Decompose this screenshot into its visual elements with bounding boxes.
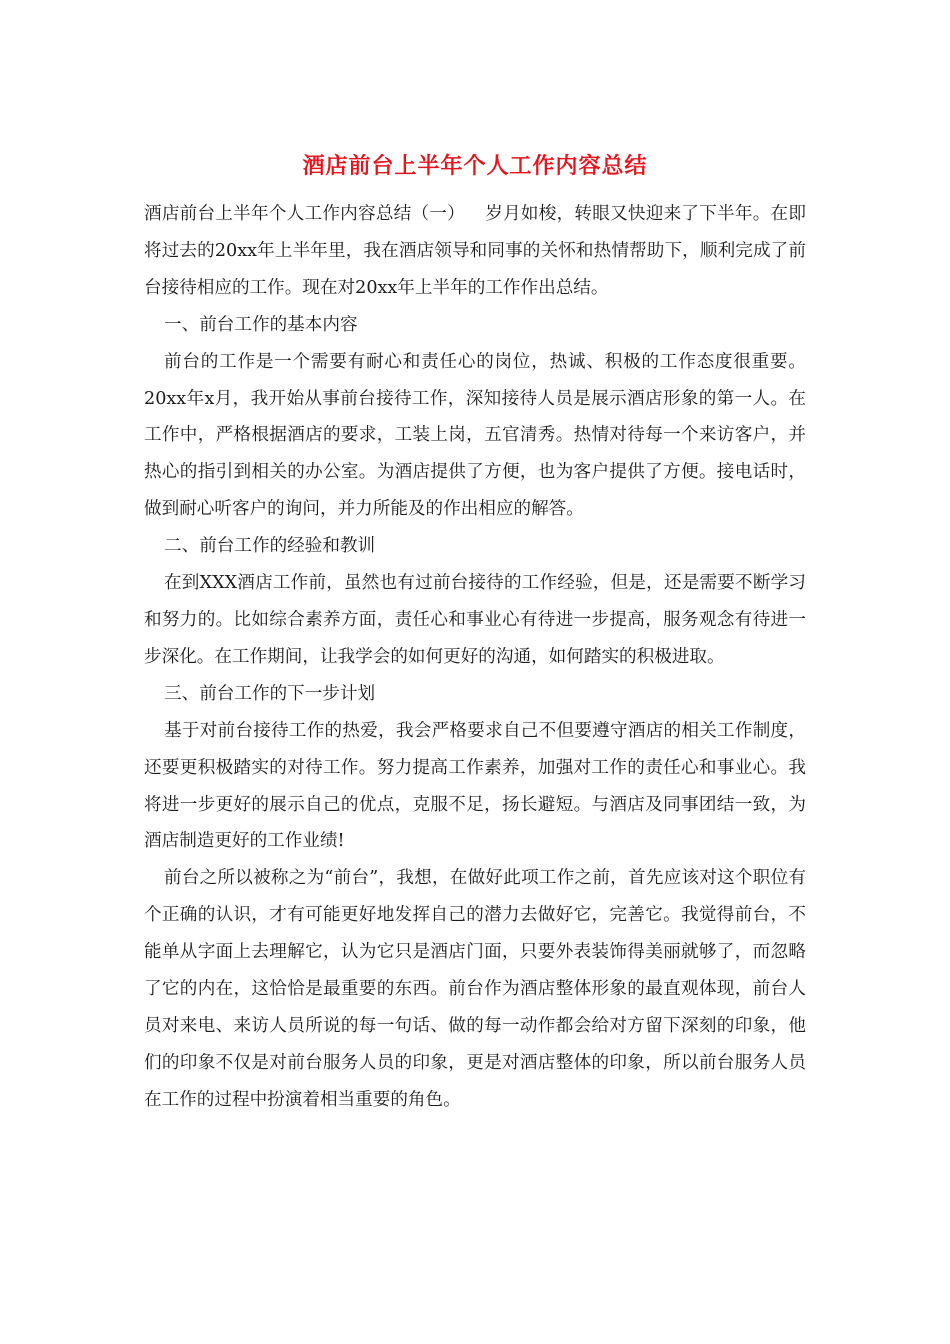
intro-text: 岁月如梭，转眼又快迎来了下半年。在即将过去的20xx年上半年里，我在酒店领导和同事的关怀和热情帮助下，顺利完成了前台接待相应的工作。现在对20xx年上半年的工作作出总结。 bbox=[144, 204, 806, 298]
intro-label: 酒店前台上半年个人工作内容总结（一） bbox=[144, 204, 465, 224]
section-paragraph-3: 基于对前台接待工作的热爱，我会严格要求自己不但要遵守酒店的相关工作制度，还要更积极踏实的对待工作。努力提高工作素养，加强对工作的责任心和事业心。我将进一步更好的展示自己的优点，克服不足，扬长避短。与酒店及同事团结一致，为酒店制造更好的工作业绩! bbox=[144, 720, 806, 852]
section-heading-1: 一、前台工作的基本内容 bbox=[164, 314, 358, 335]
section-paragraph-2: 在到XXX酒店工作前，虽然也有过前台接待的工作经验，但是，还是需要不断学习和努力的。比如综合素养方面，责任心和事业心有待进一步提高，服务观念有待进一步深化。在工作期间，让我学会的如何更好的沟通，如何踏实的积极进取。 bbox=[144, 573, 806, 667]
document-body bbox=[144, 196, 806, 1119]
section-heading-2: 二、前台工作的经验和教训 bbox=[164, 536, 376, 557]
document-title: 酒店前台上半年个人工作内容总结 bbox=[302, 153, 648, 179]
closing-paragraph: 前台之所以被称之为“前台”，我想，在做好此项工作之前，首先应该对这个职位有个正确的认识，才有可能更好地发挥自己的潜力去做好它，完善它。我觉得前台，不能单从字面上去理解它，认为它只是酒店门面，只要外表装饰得美丽就够了，而忽略了它的内在，这恰恰是最重要的东西。前台作为酒店整体形象的最直观体现，前台人员对来电、来访人员所说的每一句话、做的每一动作都会给对方留下深刻的印象，他们的印象不仅是对前台服务人员的印象，更是对酒店整体的印象，所以前台服务人员在工作的过程中扮演着相当重要的角色。 bbox=[144, 868, 806, 1110]
section-paragraph-1: 前台的工作是一个需要有耐心和责任心的岗位，热诚、积极的工作态度很重要。20xx年x月，我开始从事前台接待工作，深知接待人员是展示酒店形象的第一人。在工作中，严格根据酒店的要求，工装上岗，五官清秀。热情对待每一个来访客户，并热心的指引到相关的办公室。为酒店提供了方便，也为客户提供了方便。接电话时，做到耐心听客户的询问，并力所能及的作出相应的解答。 bbox=[144, 351, 806, 520]
section-heading-3: 三、前台工作的下一步计划 bbox=[164, 683, 376, 704]
intro-paragraph bbox=[144, 196, 806, 307]
